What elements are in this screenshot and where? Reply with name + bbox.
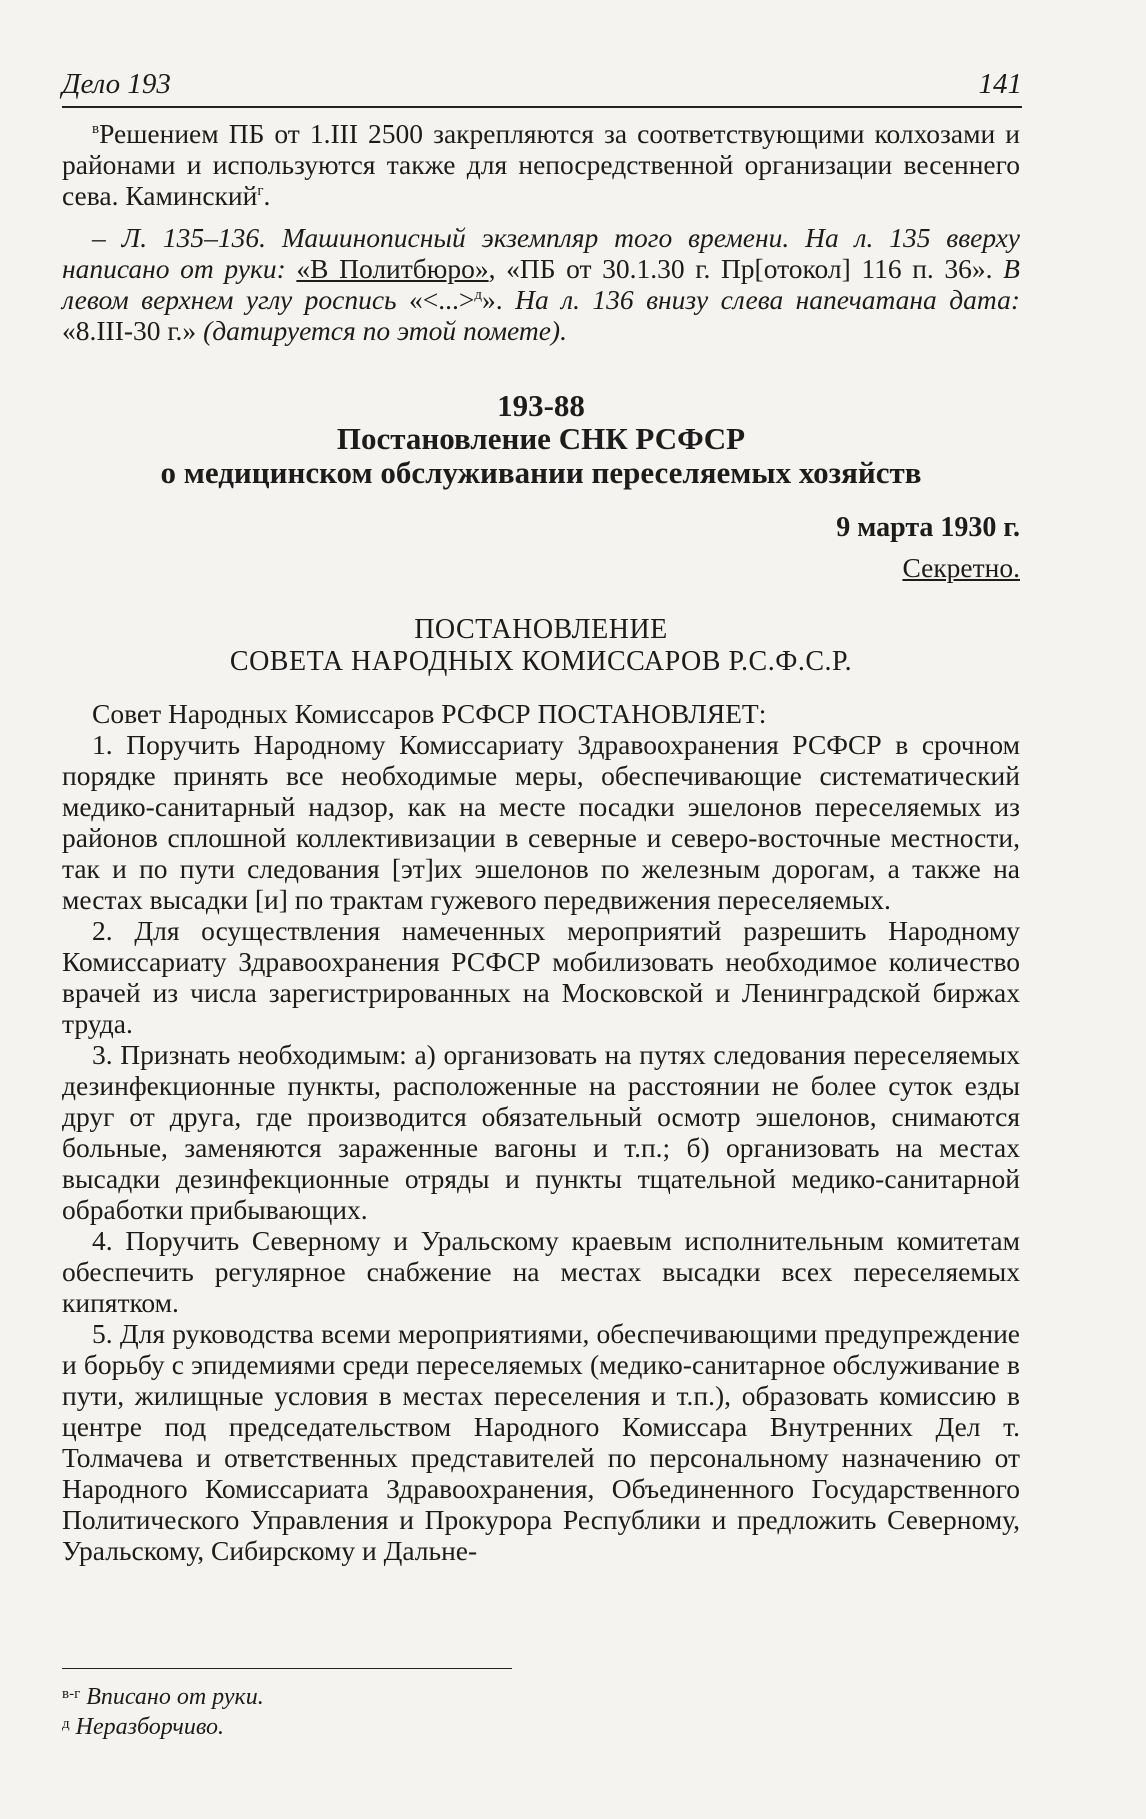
preamble: Совет Народных Комиссаров РСФСР ПОСТАНОВЛЯЕТ:	[92, 698, 767, 729]
page-number: 141	[978, 68, 1022, 100]
classification-stamp: Секретно.	[902, 552, 1020, 583]
intro-text: Решением ПБ от 1.III 2500 закрепляются за соответствующими колхозами и районами и используются также для непосредственной организации весеннего сева. Каминский	[62, 118, 1020, 211]
clause-1: 1. Поручить Народному Комиссариату Здравоохранения РСФСР в срочном порядке принять все необходимые меры, обеспечивающие систематический медико-санитарный надзор, как на месте посадки эшелонов переселяемых из районов сплошной коллективизации в северные и северо-восточные местности, так и по пути следования [эт]их эшелонов по железным дорогам, а также на местах высадки [и] по трактам гужевого передвижения переселяемых.	[62, 729, 1020, 915]
document-number: 193-88	[497, 388, 585, 423]
clause-2: 2. Для осуществления намеченных мероприятий разрешить Народному Комиссариату Здравоохранения РСФСР мобилизовать необходимое количество врачей из числа зарегистрированных на Московской и Ленинградской биржах труда.	[62, 915, 1020, 1039]
document-date: 9 марта 1930 г.	[836, 512, 1020, 543]
clause-5: 5. Для руководства всеми мероприятиями, обеспечивающими предупреждение и борьбу с эпидемиями среди переселяемых (медико-санитарное обслуживание в пути, жилищные условия в местах переселения и т.п.), образовать комиссию в центре под председательством Народного Комиссара Внутренних Дел т. Толмачева и ответственных представителей по персональному назначению от Народного Комиссариата Здравоохранения, Объединенного Государственного Политического Управления и Прокурора Республики и предложить Северному, Уральскому, Сибирскому и Дальне-	[62, 1318, 1020, 1566]
footnote-marker-v: в	[92, 120, 100, 137]
footnote-marker-g: г	[257, 182, 264, 199]
intro-paragraph: $^в$Решением ПБ от 1.III 2500 закрепляются за соответствующими колхозами и районами и используются также для непосредственной организации весеннего сева. Каминский$^г$.	[62, 118, 1020, 211]
resolution-heading: ПОСТАНОВЛЕНИЕ СОВЕТА НАРОДНЫХ КОМИССАРОВ Р.С.Ф.С.Р.	[229, 614, 853, 677]
clause-3: 3. Признать необходимым: а) организовать на путях следования переселяемых дезинфекционные пункты, расположенные на расстоянии не более суток езды друг от друга, где производится обязательный осмотр эшелонов, снимаются больные, заменяются зараженные вагоны и т.п.; б) организовать на местах высадки дезинфекционные отряды и пункты тщательной медико-санитарной обработки прибывающих.	[62, 1039, 1020, 1225]
document-title: Постановление СНК РСФСР о медицинском обслуживании переселяемых хозяйств	[160, 421, 922, 490]
header-case-number: Дело 193	[62, 68, 171, 100]
handwritten-note: «В Политбюро»	[296, 253, 489, 284]
clause-4: 4. Поручить Северному и Уральскому краевым исполнительным комитетам обеспечить регулярное снабжение на местах высадки всех переселяемых кипятком.	[62, 1225, 1020, 1318]
resolution-body	[62, 698, 1020, 1566]
footnote-divider	[62, 1668, 512, 1669]
running-header	[62, 66, 1022, 108]
footnote-2: $^д$ Неразборчиво.	[62, 1714, 224, 1740]
archival-source-note: – Л. 135–136. Машинописный экземпляр того времени. На л. 135 вверху написано от руки: «В Политбюро», «ПБ от 30.1.30 г. Пр[отокол] 116 п. 36». В левом верхнем углу роспись «<...>$^д$». На л. 136 внизу слева напечатана дата: «8.III-30 г.» (датируется по этой помете).	[62, 222, 1020, 346]
footnote-1: $^{в-г}$ Вписано от руки.	[62, 1684, 264, 1710]
footnote-marker-d: д	[474, 286, 483, 303]
